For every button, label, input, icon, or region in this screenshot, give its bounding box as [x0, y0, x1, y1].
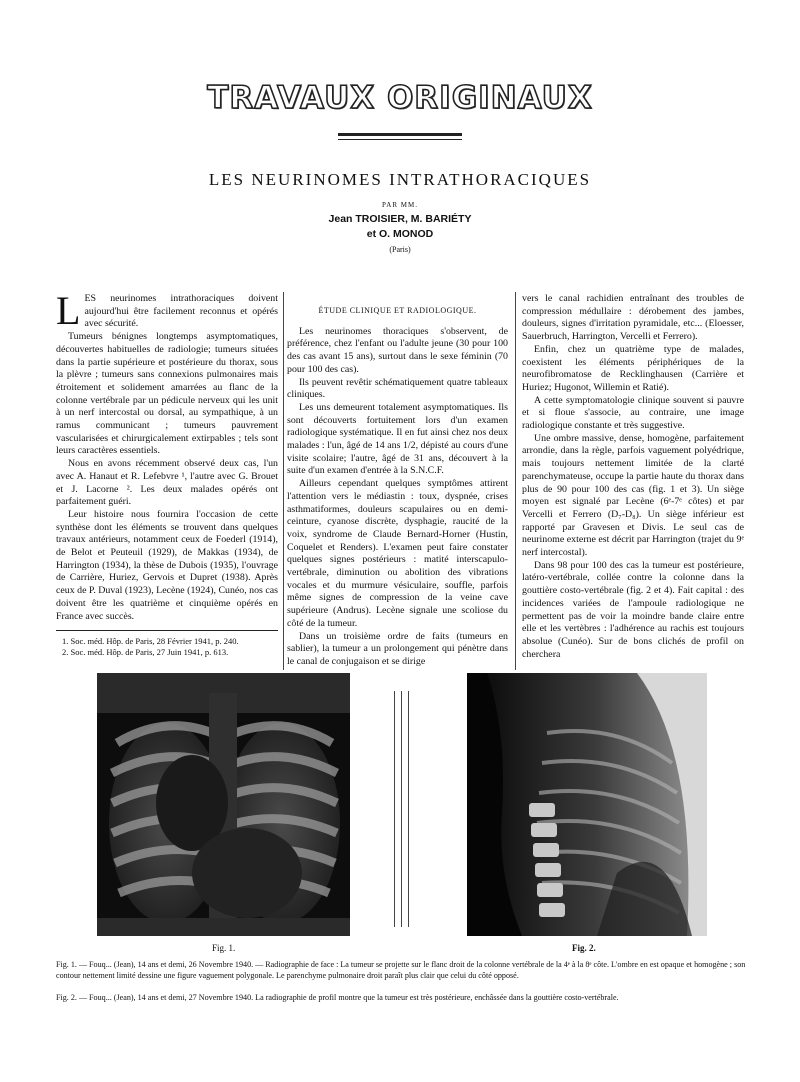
paragraph: vers le canal rachidien entraînant des troubles de compression médullaire : dérobement des jambes, douleurs, signes d'irritation pyramidale, etc... (Eloesser, Sauerbruch, Harrington, Vercelli et Ferrero).: [522, 293, 744, 343]
footnotes: [62, 636, 282, 658]
paragraph: Une ombre massive, dense, homogène, parfaitement arrondie, dans la règle, parfois vaguement polyédrique, mais toujours nettement limitée de la clarté parenchymateuse, occupe la partie haute du thorax dans plus de 90 pour 100 des cas (fig. 1 et 3). Un siège moyen est signalé par Lecène (6ᵉ-7ᵉ côtes) et par Vercelli et Ferrero (D₇-D₈). Un siège inférieur est rapporté par Gravesen et Divis. Le seul cas de neurinome externe est décrit par Harrington (trajet du 9ᵉ nerf intercostal).: [522, 432, 744, 559]
footnote: 2. Soc. méd. Hôp. de Paris, 27 Juin 1941, p. 613.: [62, 647, 229, 657]
paragraph: Les neurinomes thoraciques s'observent, de préférence, chez l'enfant ou l'adulte jeune (30 pour 100 des cas avant 15 ans), surtout dans le sexe féminin (70 pour 100 des cas).: [287, 325, 508, 375]
drop-cap: L: [56, 288, 81, 333]
article-title: LES NEURINOMES INTRATHORACIQUES: [208, 170, 592, 189]
paragraph: ES neurinomes intrathoraciques doivent aujourd'hui être facilement reconnus et opérés avec sécurité.: [84, 293, 278, 330]
paragraph: Nous en avons récemment observé deux cas, l'un avec A. Hanaut et R. Lefebvre ¹, l'autre avec G. Brouet et J. Lacorne ². Les deux malades opérés ont parfaitement guéri.: [56, 458, 278, 508]
text-column-2: [287, 293, 508, 669]
paragraph: Enfin, chez un quatrième type de malades, coexistent les éléments périphériques de la neurofibromatose de Recklinghausen (Carrière et Huriez; Hugonot, Willemin et Ratié).: [522, 343, 744, 393]
section-heading: ÉTUDE CLINIQUE ET RADIOLOGIQUE.: [318, 306, 477, 315]
xray-lateral-image: [467, 673, 707, 936]
affiliation: (Paris): [389, 245, 411, 254]
footnote-rule: [56, 630, 278, 631]
figure-divider: [401, 691, 402, 927]
paragraph: Les uns demeurent totalement asymptomatiques. Ils sont découverts fortuitement lors d'un examen radiologique systématique. Il en fut ainsi chez nos deux malades : l'un, âgé de 14 ans 1/2, dépisté au cours d'une visite scolaire; l'autre, âgé de 31 ans, découvert à la suite d'un examen d'entrée à la S.N.C.F.: [287, 401, 508, 477]
text-column-1: [56, 288, 278, 623]
column-divider: [283, 292, 284, 670]
column-divider: [515, 292, 516, 670]
authors-line-2: et O. MONOD: [366, 228, 434, 240]
header-rule-thick: [338, 133, 462, 136]
figure-1-caption: Fig. 1. — Fouq... (Jean), 14 ans et demi, 26 Novembre 1940. — Radiographie de face : La tumeur se projette sur le flanc droit de la colonne vertébrale de la 4ᵉ à la 8ᵉ côte. L'ombre en est opaque et homogène ; son contour nettement limité dessine une figure vaguement polygonale. Le parenchyme pulmonaire droit paraît plus clair que celui du côté opposé.: [56, 960, 746, 980]
journal-section-header: TRAVAUX ORIGINAUX: [207, 80, 593, 116]
paragraph: Ils peuvent revêtir schématiquement quatre tableaux cliniques.: [287, 376, 508, 401]
header-rule-thin: [338, 139, 462, 140]
footnote: 1. Soc. méd. Hôp. de Paris, 28 Février 1941, p. 240.: [62, 636, 239, 646]
paragraph: Tumeurs bénignes longtemps asymptomatiques, découvertes habituelles de radiologie; tumeurs situées dans la partie supérieure et postérieure du thorax, sous la plèvre ; tumeurs sans connexions pulmonaires mais étroitement et solidement amarrées au flanc de la colonne vertébrale par un pédicule nerveux qui les unit à un nerf intercostal ou dorsal, au sympathique, à un ramus communicant ; tumeurs pauvrement vascularisées et chirurgicalement extirpables ; tels sont leurs caractères essentiels.: [56, 331, 278, 457]
xray-frontal-image: [97, 673, 350, 936]
paragraph: Ailleurs cependant quelques symptômes attirent l'attention vers le médiastin : toux, dyspnée, crises asthmatiformes, douleurs scapulaires ou en demi-ceinture, cyanose discrète, dysphagie, raucité de la voix, syndrome de Claude Bernard-Horner (Hustin, Coquelet et Renders). L'examen peut faire constater quelques signes postérieurs : matité interscapulo-vertébrale, diminution ou abolition des vibrations vocales et du murmure vésiculaire, souffle, parfois même signes de compression de la veine cave supérieure (Andrus). Lecène signale une scoliose du côté de la tumeur.: [287, 478, 508, 629]
figure-2-caption: Fig. 2. — Fouq... (Jean), 14 ans et demi, 27 Novembre 1940. La radiographie de profil montre que la tumeur est très postérieure, enchâssée dans la gouttière costo-vertébrale.: [56, 993, 619, 1002]
figure-divider: [408, 691, 409, 927]
authors-line-1: Jean TROISIER, M. BARIÉTY: [328, 213, 472, 225]
paragraph: Dans un troisième ordre de faits (tumeurs en sablier), la tumeur a un prolongement qui pénètre dans le canal de conjugaison et se dirige: [287, 630, 508, 667]
figure-2-label: Fig. 2.: [572, 943, 596, 953]
figure-divider: [394, 691, 395, 927]
paragraph: A cette symptomatologie clinique souvent si pauvre et si floue s'associe, au contraire, une image radiologique constante et très suggestive.: [522, 394, 744, 432]
text-column-3: [522, 293, 744, 661]
figure-1-label: Fig. 1.: [212, 943, 236, 953]
by-label: PAR MM.: [382, 201, 418, 209]
paragraph: Leur histoire nous fournira l'occasion de cette synthèse dont les éléments se trouvent dans quelques travaux antérieurs, notamment ceux de Foederl (1914), de Belot et Peuteuil (1929), de Makkas (1934), de Harrington (1934), la thèse de Dubois (1935), l'ouvrage de Carrière, Huriez, Gervois et Dupret (1938). Après ceux de P. Duval (1923), Lecène (1924), Cunéo, nos cas doivent être les quatrième et cinquième opérés en France avec succès.: [56, 508, 278, 622]
paragraph: Dans 98 pour 100 des cas la tumeur est postérieure, latéro-vertébrale, collée contre la colonne dans la gouttière costo-vertébrale (fig. 2 et 4). Fait capital : des incidences variées de l'ampoule radiologique ne permettent pas de voir la moindre bande claire entre elle et les vertèbres : l'adhérence au rachis est toujours absolue (Cunéo). Sur de bons clichés de profil on cherchera: [522, 559, 744, 660]
